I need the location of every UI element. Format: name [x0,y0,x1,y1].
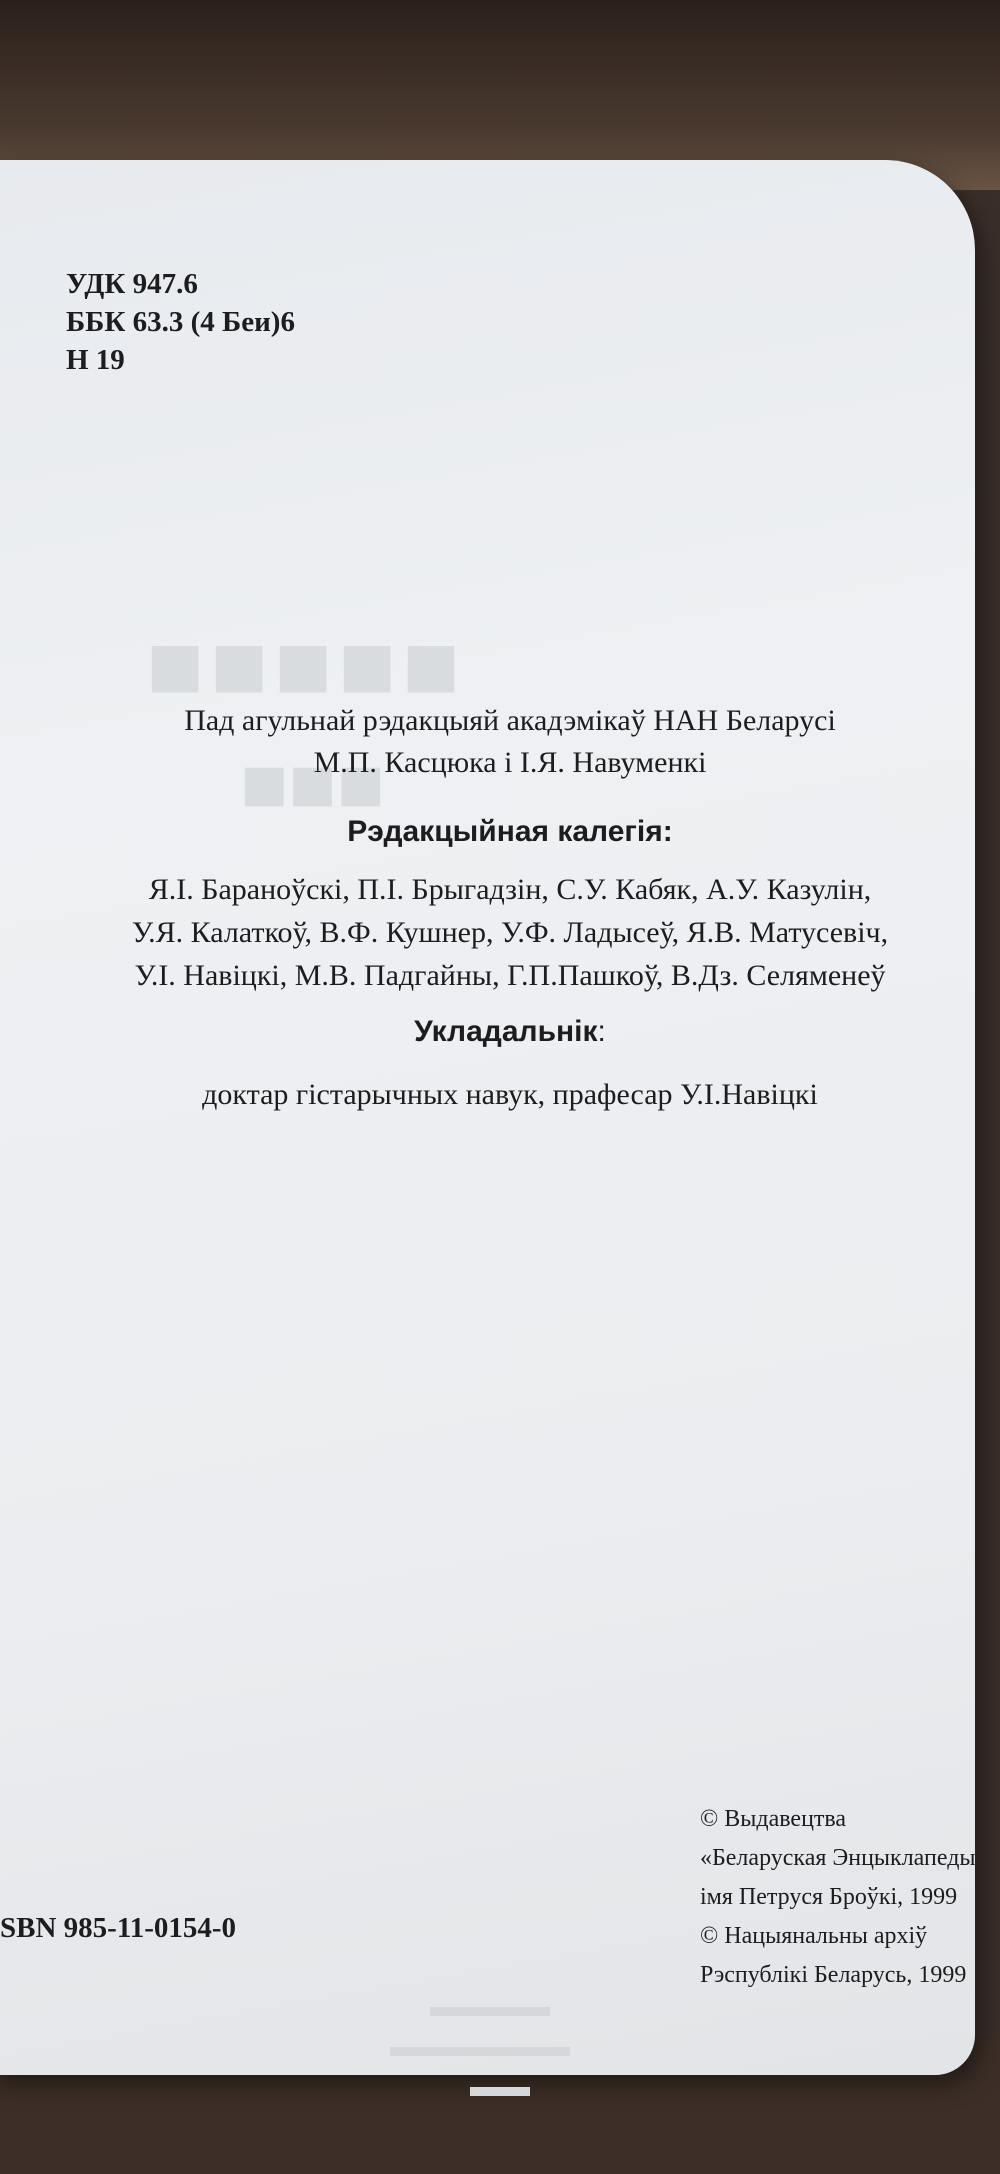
show-through-print: ■■■■■ [140,612,460,719]
classification-codes [66,265,295,379]
book-page [0,160,975,2103]
editorial-board-line: У.І. Навіцкі, М.В. Падгайны, Г.П.Пашкоў, В.Дз. Селяменеў [134,959,886,992]
compiler-heading-colon: : [597,1015,606,1048]
copyright-line: © Выдавецтва [700,1806,847,1832]
show-through-print: ▬▬▬▬ [430,1990,550,2023]
editorial-board-line: У.Я. Калаткоў, В.Ф. Кушнер, У.Ф. Ладысеў, Я.В. Матусевіч, [131,916,889,949]
copyright-line: «Беларуская Энцыклапеды [700,1845,976,1871]
copyright-line: імя Петруся Броўкі, 1999 [700,1884,958,1910]
copyright-line: © Нацыянальны архіў [700,1923,928,1949]
compiler-heading [40,1015,980,1049]
editorial-board-members [40,868,980,997]
bbk-code: ББК 63.3 (4 Беи)6 [66,306,295,338]
compiler-heading-text: Укладальнік [414,1015,598,1048]
editorial-board-line: Я.І. Бараноўскі, П.І. Брыгадзін, С.У. Кабяк, А.У. Казулін, [148,873,872,906]
copyright-line: Рэспублікі Беларусь, 1999 [700,1962,967,1988]
show-through-print: ▬▬▬▬▬▬ [390,2030,570,2063]
show-through-print: ▬▬ [470,2070,530,2103]
editorship-note [40,700,980,784]
editorship-line-1: Пад агульнай рэдакцыяй акадэмікаў НАН Беларусі [184,704,836,737]
isbn: SBN 985-11-0154-0 [0,1912,237,1944]
author-mark: Н 19 [66,344,125,376]
editorship-line-2: М.П. Касцюка і І.Я. Навуменкі [313,746,707,779]
copyright-block [700,1800,976,1995]
editorial-board-heading: Рэдакцыйная калегія: [347,815,673,848]
show-through-print: ■■■ [240,741,385,829]
compiler-text: доктар гістарычных навук, прафесар У.І.Навіцкі [202,1078,818,1111]
udc-code: УДК 947.6 [66,268,198,300]
